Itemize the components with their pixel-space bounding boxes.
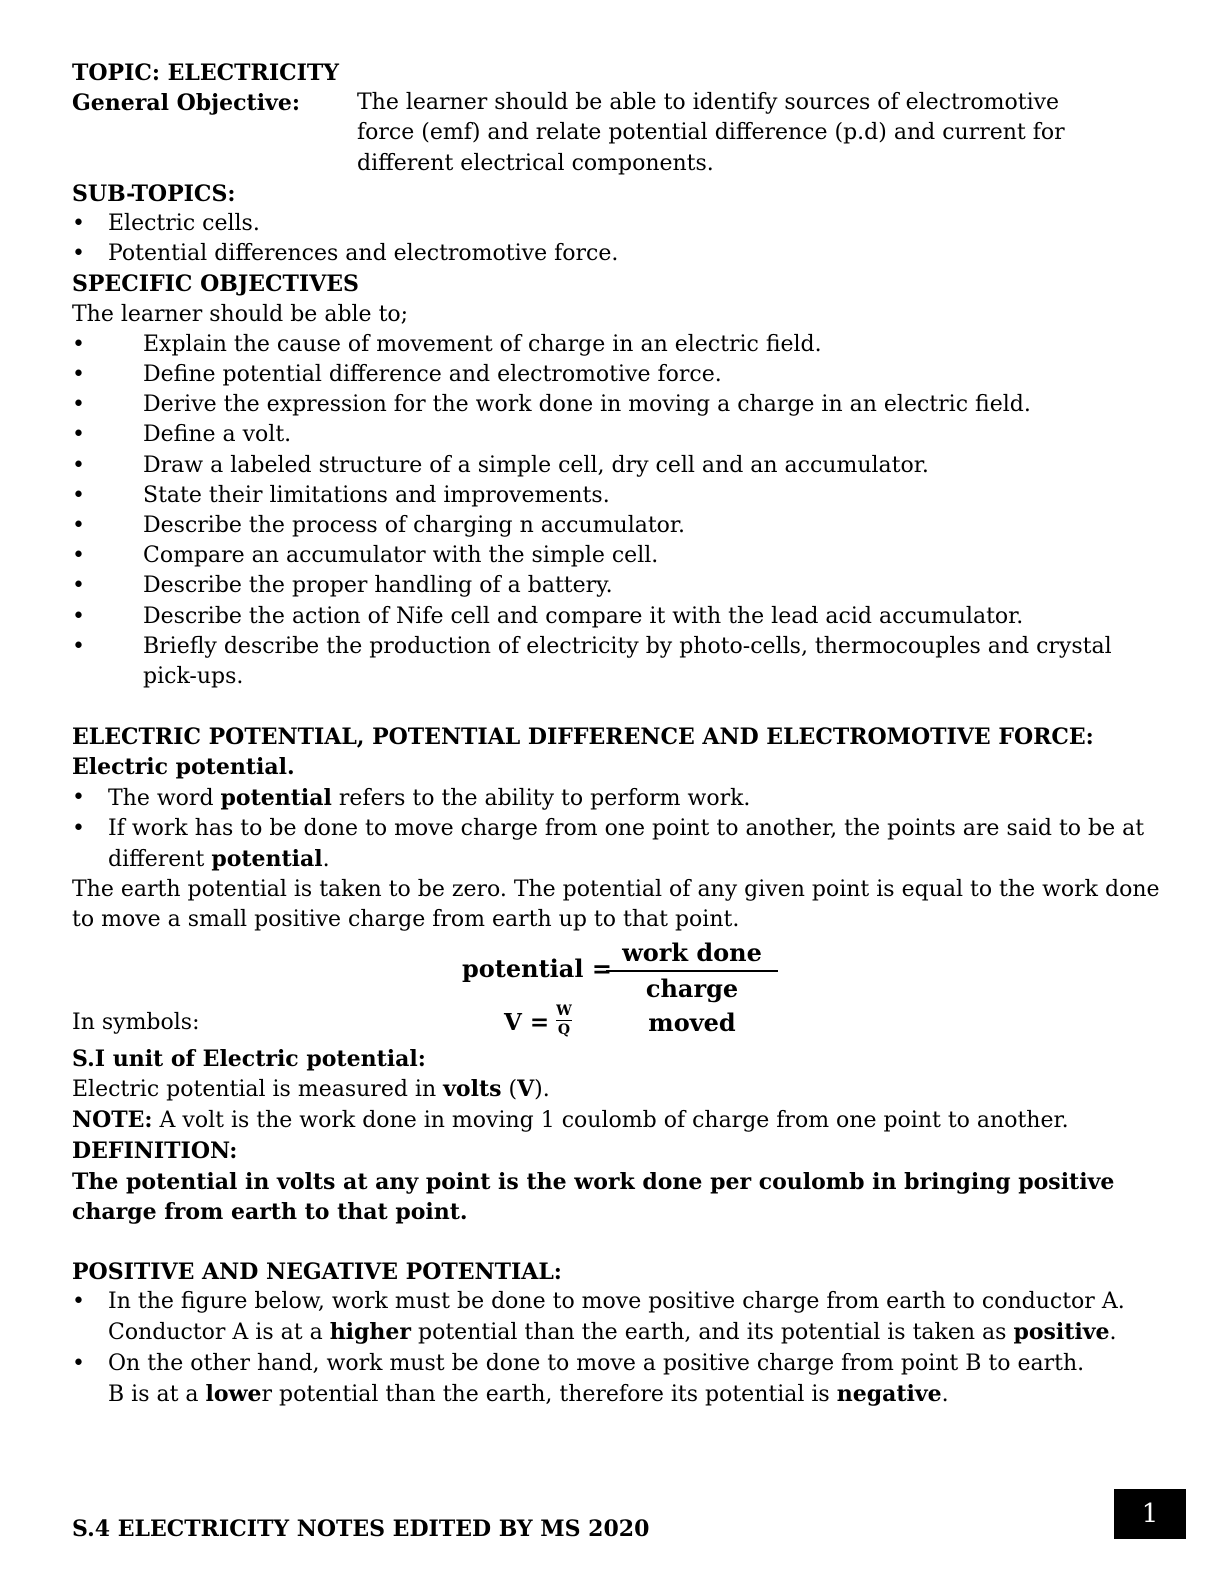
list-item: • The word potential refers to the ability to perform work.: [72, 783, 1162, 814]
definition-heading: DEFINITION:: [72, 1138, 238, 1165]
pos-neg-bullets: [72, 1287, 1162, 1410]
list-item: • In the figure below, work must be done to move positive charge from earth to conductor A. Conductor A is at a higher potential than the earth, and its potential is taken as positive.: [72, 1287, 1162, 1348]
electric-potential-subheading: Electric potential.: [72, 754, 295, 781]
list-item: • Define potential difference and electromotive force.: [72, 360, 1162, 390]
list-item: • On the other hand, work must be done to move a positive charge from point B to earth. B is at a lower potential than the earth, therefore its potential is negative.: [72, 1349, 1162, 1410]
list-item: • Draw a labeled structure of a simple cell, dry cell and an accumulator.: [72, 451, 1162, 481]
list-item: • Explain the cause of movement of charge in an electric field.: [72, 330, 1162, 360]
general-objective-label: General Objective:: [72, 90, 300, 117]
formula-denominator: charge moved: [645, 973, 739, 1037]
si-unit-heading: S.I unit of Electric potential:: [72, 1045, 426, 1072]
definition-text: The potential in volts at any point is the work done per coulomb in bringing positive charge from earth to that point.: [72, 1168, 1115, 1225]
symbols-formula: [72, 1002, 1162, 1044]
general-objective: [72, 88, 1162, 179]
formula-numerator: work done: [606, 936, 778, 972]
list-item: • Potential differences and electromotive force.: [72, 239, 1162, 269]
list-item: • If work has to be done to move charge from one point to another, the points are said to be at different potential.: [72, 814, 1162, 875]
note-text: NOTE: A volt is the work done in moving 1 coulomb of charge from one point to another.: [72, 1107, 1069, 1134]
symbols-denominator: Q: [557, 1021, 571, 1038]
section-heading-potential: ELECTRIC POTENTIAL, POTENTIAL DIFFERENCE AND ELECTROMOTIVE FORCE:: [72, 724, 1094, 751]
symbols-label: In symbols:: [72, 1009, 200, 1035]
symbols-fraction: [556, 1002, 572, 1039]
subtopics-heading: SUB-TOPICS:: [72, 180, 236, 207]
general-objective-text: The learner should be able to identify sources of electromotive force (emf) and relate potential difference (p.d) and current for different electrical components.: [357, 90, 1065, 176]
specific-objectives-list: [72, 330, 1162, 692]
list-item: • Describe the action of Nife cell and compare it with the lead acid accumulator.: [72, 602, 1162, 632]
section-heading-pos-neg: POSITIVE AND NEGATIVE POTENTIAL:: [72, 1258, 562, 1285]
potential-bullets: [72, 783, 1162, 876]
earth-potential-paragraph: The earth potential is taken to be zero. The potential of any given point is equal to the work done to move a small positive charge from earth up to that point.: [72, 877, 1160, 933]
specific-objectives-intro: The learner should be able to;: [72, 301, 409, 327]
page-number: 1: [1114, 1489, 1186, 1539]
list-item: • Define a volt.: [72, 420, 1162, 450]
list-item: • Describe the proper handling of a battery.: [72, 571, 1162, 601]
symbols-lhs: V =: [504, 1008, 550, 1036]
specific-objectives-heading: SPECIFIC OBJECTIVES: [72, 271, 359, 298]
list-item: • Describe the process of charging n accumulator.: [72, 511, 1162, 541]
topic-heading: TOPIC: ELECTRICITY: [72, 60, 339, 86]
page-footer: S.4 ELECTRICITY NOTES EDITED BY MS 2020: [72, 1516, 650, 1542]
symbols-numerator: W: [556, 1002, 572, 1019]
document-page: [72, 58, 1162, 1410]
subtopics-list: [72, 209, 1162, 269]
list-item: • Derive the expression for the work done in moving a charge in an electric field.: [72, 390, 1162, 420]
si-unit-text: Electric potential is measured in volts (V).: [72, 1075, 550, 1102]
list-item: • Briefly describe the production of electricity by photo-cells, thermocouples and crystal pick-ups.: [72, 632, 1162, 692]
formula-lhs: potential =: [462, 953, 612, 983]
list-item: • Electric cells.: [72, 209, 1162, 239]
list-item: • Compare an accumulator with the simple cell.: [72, 541, 1162, 571]
list-item: • State their limitations and improvements.: [72, 481, 1162, 511]
